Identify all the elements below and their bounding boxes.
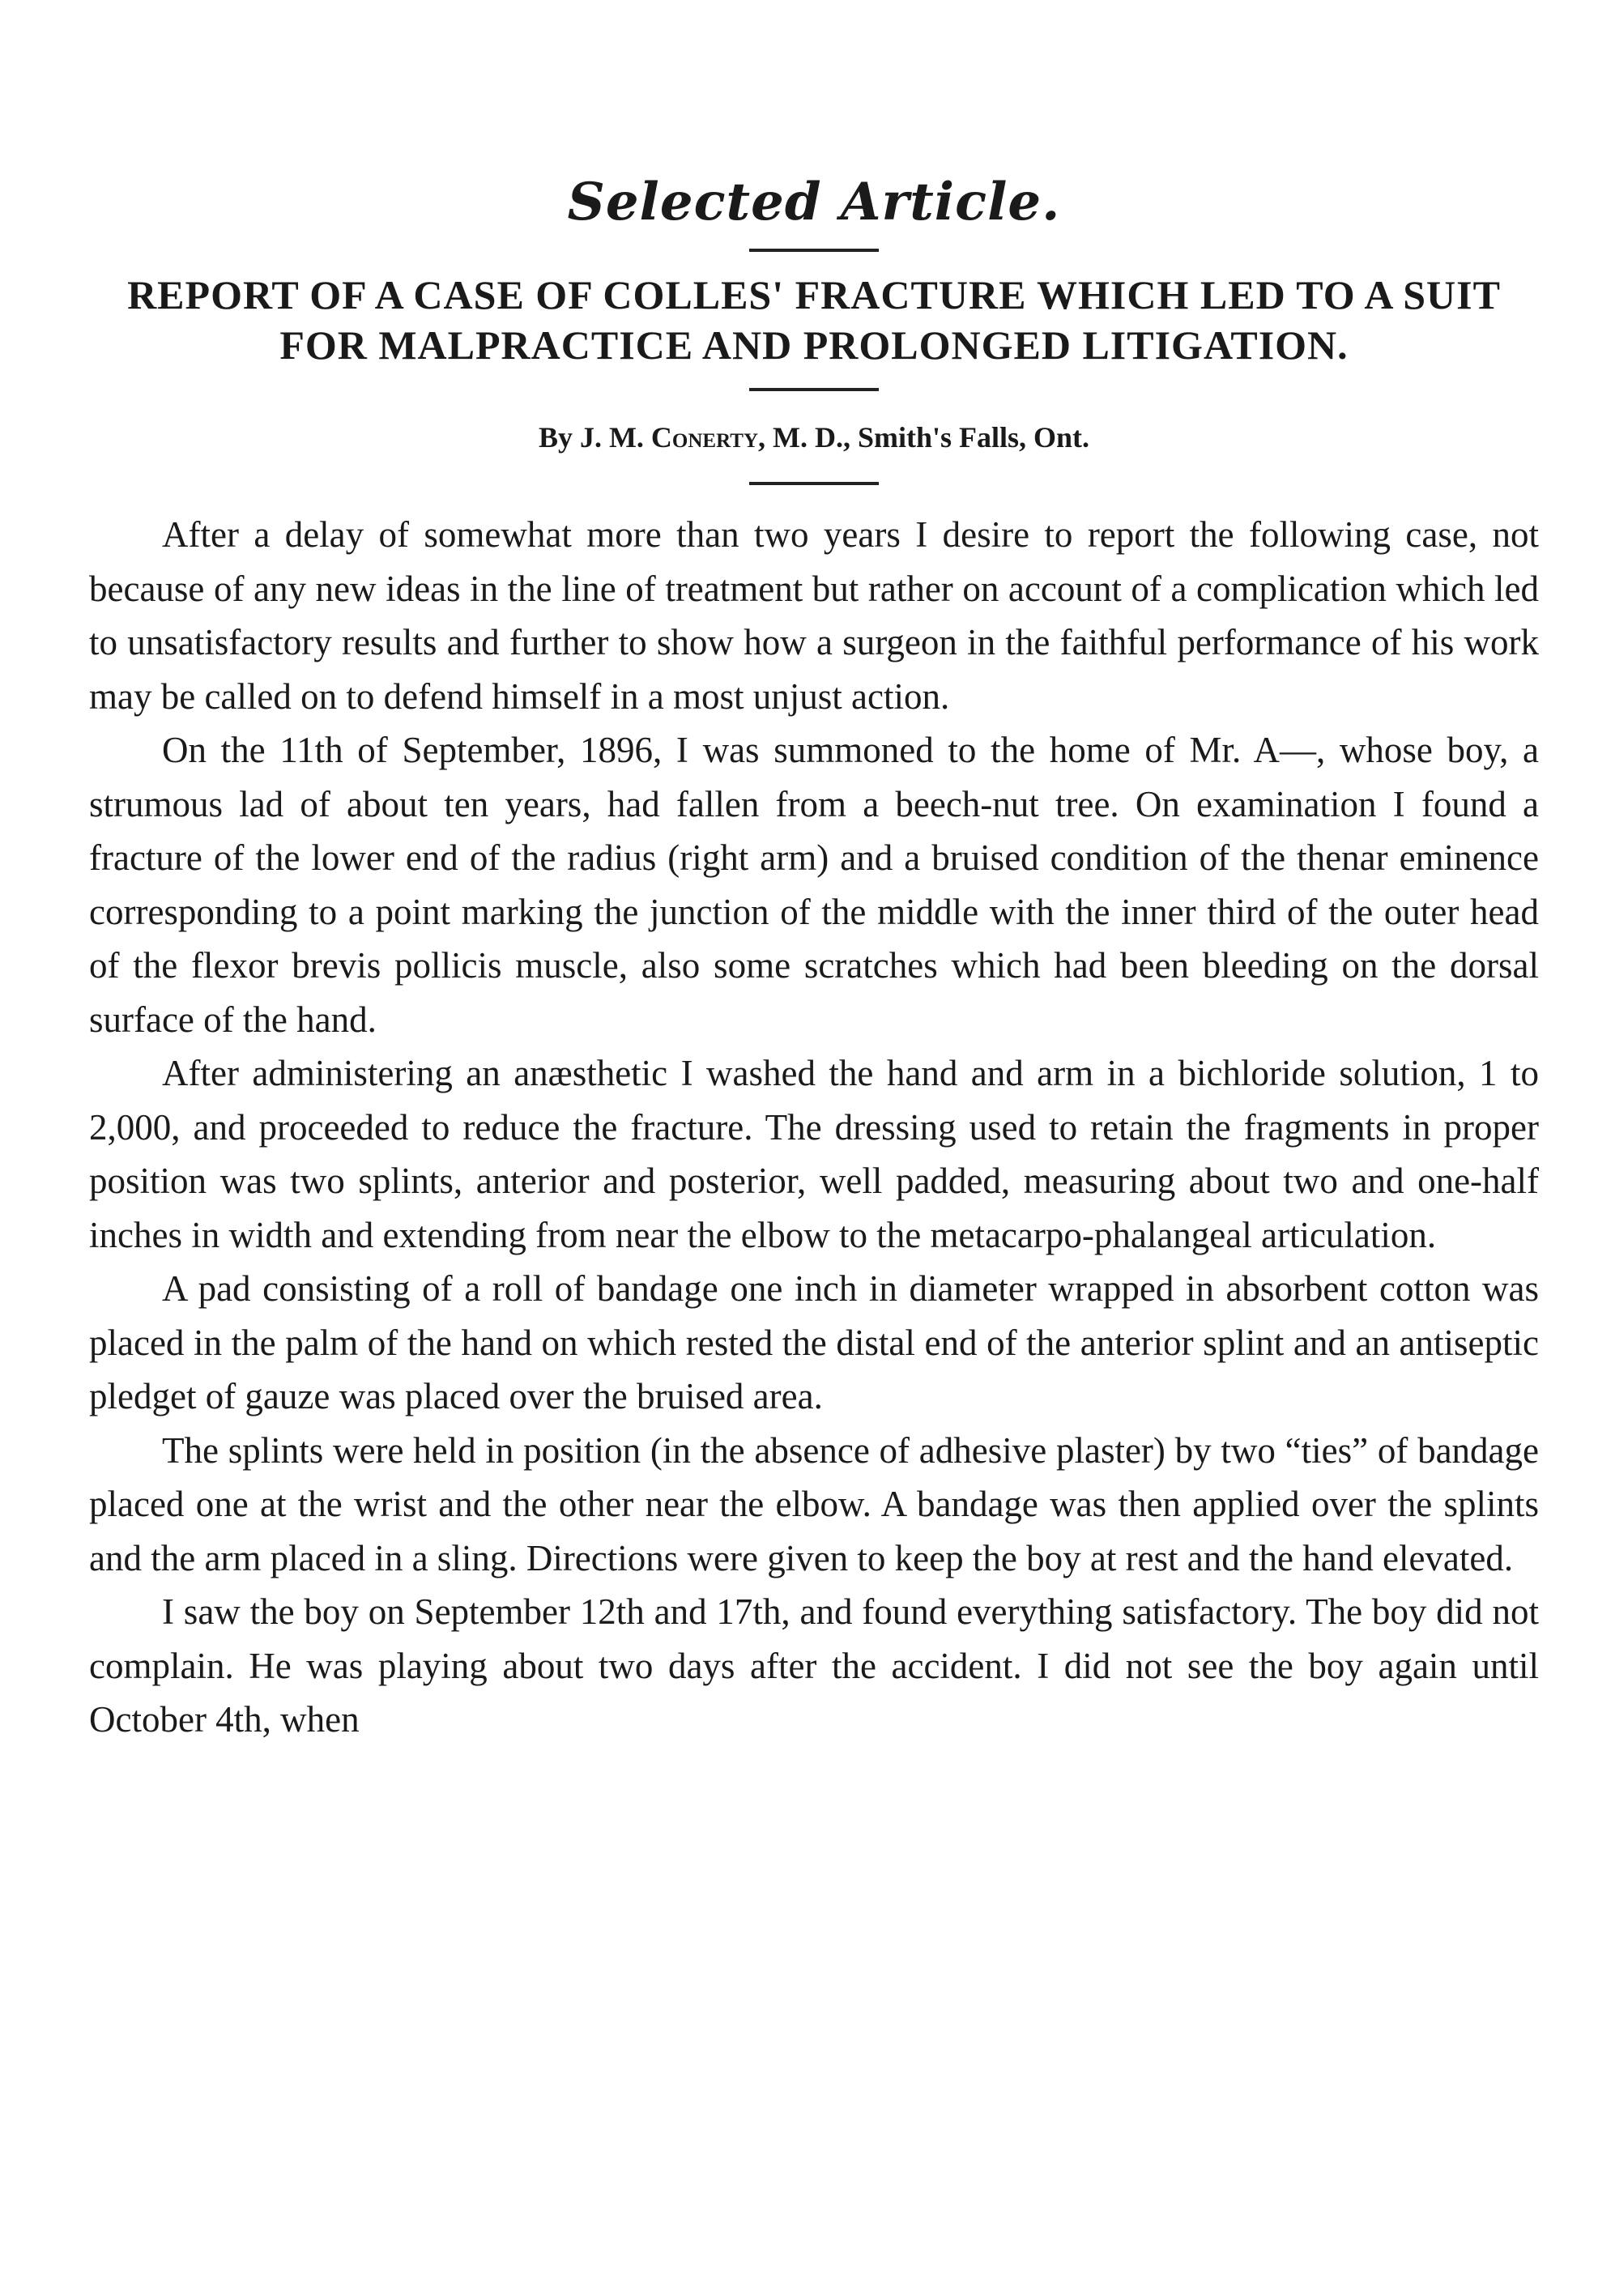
article-page [89,174,1539,1747]
byline-prefix: By [538,421,573,454]
section-heading: Selected Article. [567,172,1061,232]
byline-suffix: , M. D., Smith's Falls, Ont. [758,421,1090,454]
paragraph: After administering an anæsthetic I washed the hand and arm in a bichloride solution, 1 to 2,000, and proceeded to reduce the fracture. The dressing used to retain the fragments in proper position was two splints, anterior and posterior, well padded, measuring about two and one-half inches in width and extending from near the elbow to the metacarpo-phalangeal articulation. [89,1053,1539,1255]
title-rule-bottom [749,388,879,391]
author-name: J. M. Conerty [579,421,759,454]
article-title: REPORT OF A CASE OF COLLES' FRACTURE WHICH LED TO A SUIT FOR MALPRACTICE AND PROLONGED LITIGATION. [127,272,1501,368]
byline [89,420,1539,454]
title-rule-top [749,249,879,252]
paragraph: The splints were held in position (in the absence of adhesive plaster) by two “ties” of bandage placed one at the wrist and the other near the elbow. A bandage was then applied over the splints and the arm placed in a sling. Directions were given to keep the boy at rest and the hand elevated. [89,1429,1539,1578]
article-body [89,508,1539,1747]
byline-rule [749,482,879,485]
paragraph: On the 11th of September, 1896, I was summoned to the home of Mr. A—, whose boy, a strumous lad of about ten years, had fallen from a beech-nut tree. On examination I found a fracture of the lower end of the radius (right arm) and a bruised condition of the thenar eminence corresponding to a point marking the junction of the middle with the inner third of the outer head of the flexor brevis pollicis muscle, also some scratches which had been bleeding on the dorsal surface of the hand. [89,730,1539,1040]
paragraph: After a delay of somewhat more than two years I desire to report the following case, not because of any new ideas in the line of treatment but rather on account of a complication which led to unsatisfactory results and further to show how a surgeon in the faithful performance of his work may be called on to defend himself in a most unjust action. [89,514,1539,717]
paragraph: I saw the boy on September 12th and 17th, and found everything satisfactory. The boy did not complain. He was playing about two days after the accident. I did not see the boy again until October 4th, when [89,1591,1539,1740]
paragraph: A pad consisting of a roll of bandage one inch in diameter wrapped in absorbent cotton was placed in the palm of the hand on which rested the distal end of the anterior splint and an antiseptic pledget of gauze was placed over the bruised area. [89,1268,1539,1417]
